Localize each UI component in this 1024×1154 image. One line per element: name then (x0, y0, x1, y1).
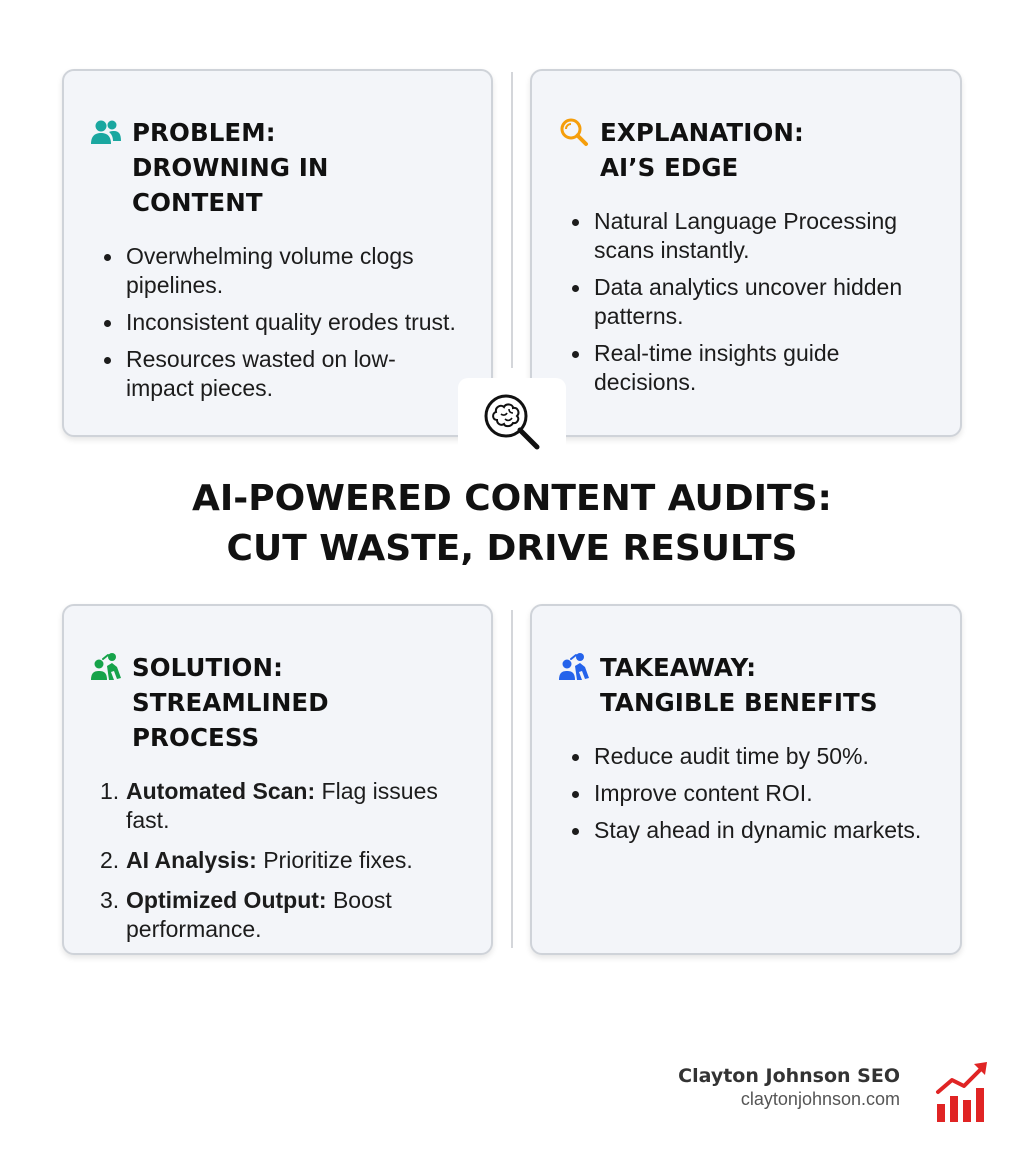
solution-steps (100, 777, 463, 944)
explanation-title-line1: EXPLANATION: (600, 118, 804, 147)
problem-points (102, 242, 463, 403)
step-text: Flag issues fast. (126, 778, 438, 833)
step-number: 3. (100, 887, 120, 913)
problem-title-line1: PROBLEM: (132, 118, 276, 147)
explanation-title (600, 115, 804, 185)
bottom-divider (511, 610, 513, 948)
magnifier-icon (558, 117, 590, 147)
solution-title-line1: SOLUTION: (132, 653, 283, 682)
list-item: Overwhelming volume clogs pipelines. (102, 242, 463, 300)
list-item (100, 777, 463, 835)
top-divider (511, 72, 513, 368)
list-item: Improve content ROI. (570, 779, 932, 808)
brand-name: Clayton Johnson SEO (678, 1065, 900, 1087)
headline-line2: CUT WASTE, DRIVE RESULTS (226, 528, 798, 569)
step-label: AI Analysis: (126, 847, 257, 873)
list-item: Natural Language Processing scans instantly. (570, 207, 932, 265)
people-exchange-icon (90, 652, 122, 682)
headline-line1: AI-POWERED CONTENT AUDITS: (192, 478, 832, 519)
problem-title (132, 115, 463, 220)
list-item: Data analytics uncover hidden patterns. (570, 273, 932, 331)
step-text: Boost performance. (126, 887, 392, 942)
solution-title-line2: STREAMLINED PROCESS (132, 688, 329, 752)
step-label: Automated Scan: (126, 778, 316, 804)
page-title (0, 474, 1024, 574)
explanation-title-line2: AI’S EDGE (600, 153, 739, 182)
brand-url: claytonjohnson.com (740, 1089, 900, 1109)
brain-magnifier-icon (458, 378, 566, 464)
takeaway-card-header (558, 650, 932, 720)
problem-card-header (90, 115, 463, 220)
list-item: Inconsistent quality erodes trust. (102, 308, 463, 337)
problem-title-line2: DROWNING IN CONTENT (132, 153, 329, 217)
list-item: Real-time insights guide decisions. (570, 339, 932, 397)
step-number: 1. (100, 778, 120, 804)
explanation-points (570, 207, 932, 397)
solution-title (132, 650, 463, 755)
takeaway-title-line1: TAKEAWAY: (600, 653, 757, 682)
people-exchange-icon (558, 652, 590, 682)
problem-card (62, 69, 493, 437)
step-number: 2. (100, 847, 120, 873)
explanation-card (530, 69, 962, 437)
step-label: Optimized Output: (126, 887, 327, 913)
takeaway-title-line2: TANGIBLE BENEFITS (600, 688, 878, 717)
step-text: Prioritize fixes. (256, 847, 413, 873)
solution-card (62, 604, 493, 955)
users-icon (90, 117, 122, 147)
list-item: Stay ahead in dynamic markets. (570, 816, 932, 845)
bar-chart-arrow-icon (934, 1060, 990, 1124)
takeaway-points (570, 742, 932, 845)
takeaway-title (600, 650, 878, 720)
list-item: Reduce audit time by 50%. (570, 742, 932, 771)
brand-block (678, 1064, 900, 1110)
list-item: Resources wasted on low-impact pieces. (102, 345, 463, 403)
takeaway-card (530, 604, 962, 955)
list-item (100, 846, 463, 875)
solution-card-header (90, 650, 463, 755)
list-item (100, 886, 463, 944)
explanation-card-header (558, 115, 932, 185)
